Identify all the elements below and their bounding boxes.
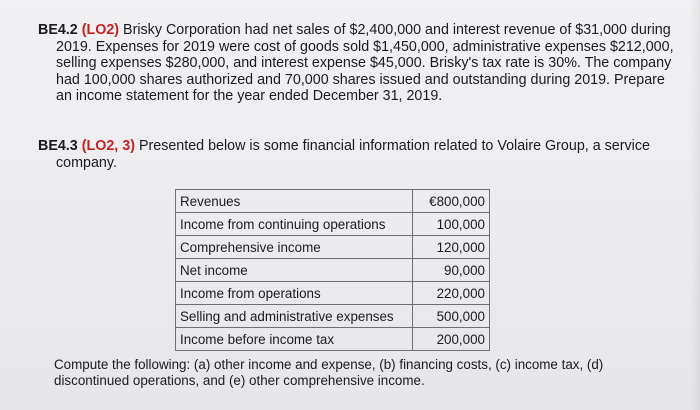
row-value: 500,000 [413, 305, 490, 328]
row-value: €800,000 [413, 190, 490, 213]
table-row [176, 190, 490, 213]
row-value: 90,000 [413, 259, 490, 282]
page-shadow [690, 0, 700, 410]
problem-code: BE4.2 [38, 22, 78, 38]
problem-code: BE4.3 [38, 138, 78, 154]
problem-body: Presented below is some financial information related to Volaire Group, a service company. [56, 138, 650, 171]
row-label: Income before income tax [176, 328, 413, 351]
table-row [176, 305, 490, 328]
table-row [176, 259, 490, 282]
problem-be4-2 [38, 22, 678, 105]
learning-objective: (LO2) [81, 22, 120, 38]
problem-be4-3 [38, 138, 678, 171]
row-value: 200,000 [413, 328, 490, 351]
row-label: Comprehensive income [176, 236, 413, 259]
problem-be4-2-text [38, 22, 678, 105]
instructions-text: Compute the following: (a) other income and expense, (b) financing costs, (c) income tax, (d) discontinued operations, and (e) other comprehensive income. [54, 357, 604, 388]
table-row [176, 328, 490, 351]
table-row [176, 236, 490, 259]
table-row [176, 282, 490, 305]
row-value: 120,000 [413, 236, 490, 259]
learning-objective: (LO2, 3) [81, 138, 135, 154]
financial-info-table [175, 189, 490, 351]
row-value: 220,000 [413, 282, 490, 305]
problem-body: Brisky Corporation had net sales of $2,400,000 and interest revenue of $31,000 during 2019. Expenses for 2019 were cost of goods sold $1,450,000, administrative expenses $212,000, selling expenses $280,000, and interest expense $45,000. Brisky's tax rate is 30%. The company had 100,000 shares authorized and 70,000 shares issued and outstanding during 2019. Prepare an income statement for the year ended December 31, 2019. [56, 22, 674, 105]
row-label: Revenues [176, 190, 413, 213]
row-label: Net income [176, 259, 413, 282]
row-label: Selling and administrative expenses [176, 305, 413, 328]
row-label: Income from continuing operations [176, 213, 413, 236]
table-row [176, 213, 490, 236]
problem-be4-3-text [38, 138, 678, 171]
row-value: 100,000 [413, 213, 490, 236]
row-label: Income from operations [176, 282, 413, 305]
